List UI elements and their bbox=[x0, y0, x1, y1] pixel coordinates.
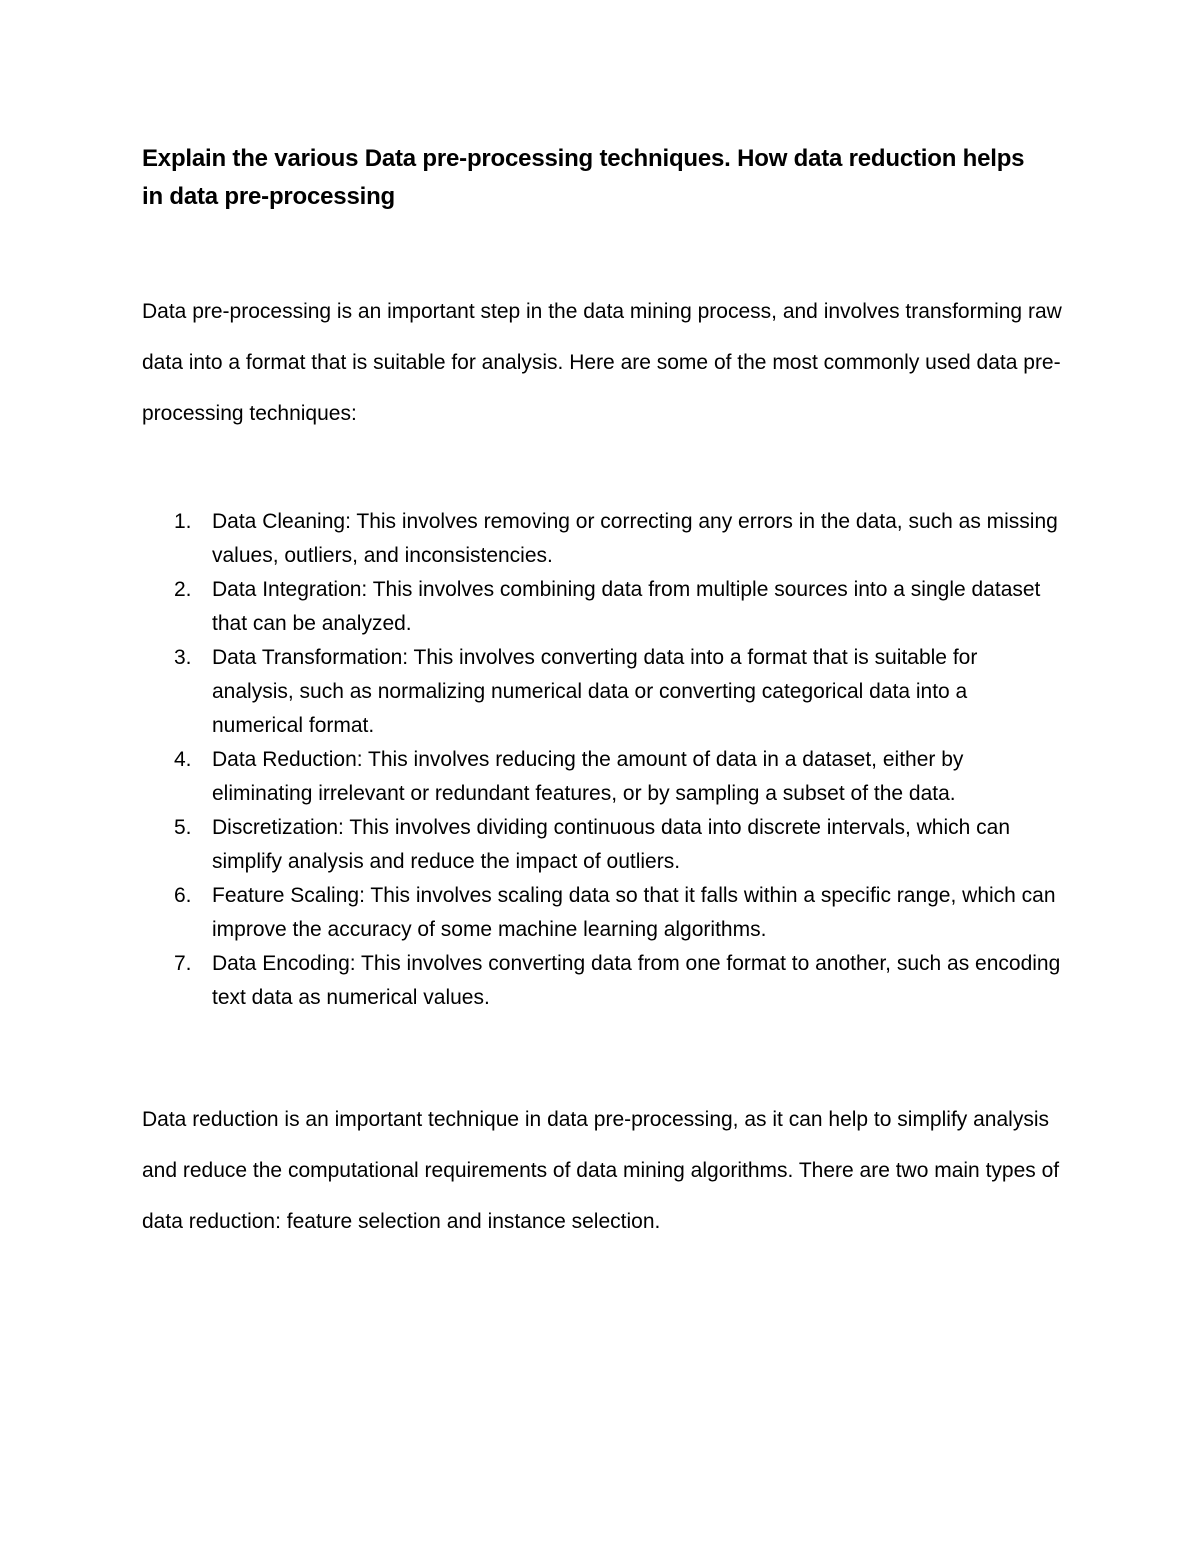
list-item bbox=[142, 505, 1062, 573]
document-title: Explain the various Data pre-processing techniques. How data reduction helps in data pre-processing bbox=[142, 145, 1025, 210]
list-item bbox=[142, 743, 1062, 811]
list-item-text: Discretization: This involves dividing continuous data into discrete intervals, which can simplify analysis and reduce the impact of outliers. bbox=[212, 816, 1011, 873]
techniques-list bbox=[142, 505, 1062, 1015]
list-item bbox=[142, 879, 1062, 947]
intro-paragraph: Data pre-processing is an important step in the data mining process, and involves transforming raw data into a format that is suitable for analysis. Here are some of the most commonly used data pre-processing techniques: bbox=[142, 300, 1062, 425]
closing-paragraph: Data reduction is an important technique in data pre-processing, as it can help to simplify analysis and reduce the computational requirements of data mining algorithms. There are two main types of data reduction: feature selection and instance selection. bbox=[142, 1108, 1060, 1233]
list-item-number: 1. bbox=[174, 510, 192, 533]
list-item-number: 4. bbox=[174, 748, 192, 771]
list-item-text: Data Transformation: This involves converting data into a format that is suitable for analysis, such as normalizing numerical data or converting categorical data into a numerical format. bbox=[212, 646, 978, 737]
list-item-number: 2. bbox=[174, 578, 192, 601]
list-item-text: Data Cleaning: This involves removing or correcting any errors in the data, such as missing values, outliers, and inconsistencies. bbox=[212, 510, 1058, 567]
list-item bbox=[142, 641, 1062, 743]
list-item-text: Data Integration: This involves combining data from multiple sources into a single dataset that can be analyzed. bbox=[212, 578, 1041, 635]
list-item-text: Data Reduction: This involves reducing the amount of data in a dataset, either by eliminating irrelevant or redundant features, or by sampling a subset of the data. bbox=[212, 748, 964, 805]
list-item-number: 3. bbox=[174, 646, 192, 669]
list-item bbox=[142, 811, 1062, 879]
list-item bbox=[142, 947, 1062, 1015]
list-item bbox=[142, 573, 1062, 641]
list-item-number: 6. bbox=[174, 884, 192, 907]
list-item-text: Data Encoding: This involves converting data from one format to another, such as encoding text data as numerical values. bbox=[212, 952, 1061, 1009]
list-item-text: Feature Scaling: This involves scaling data so that it falls within a specific range, which can improve the accuracy of some machine learning algorithms. bbox=[212, 884, 1056, 941]
list-item-number: 5. bbox=[174, 816, 192, 839]
list-item-number: 7. bbox=[174, 952, 192, 975]
